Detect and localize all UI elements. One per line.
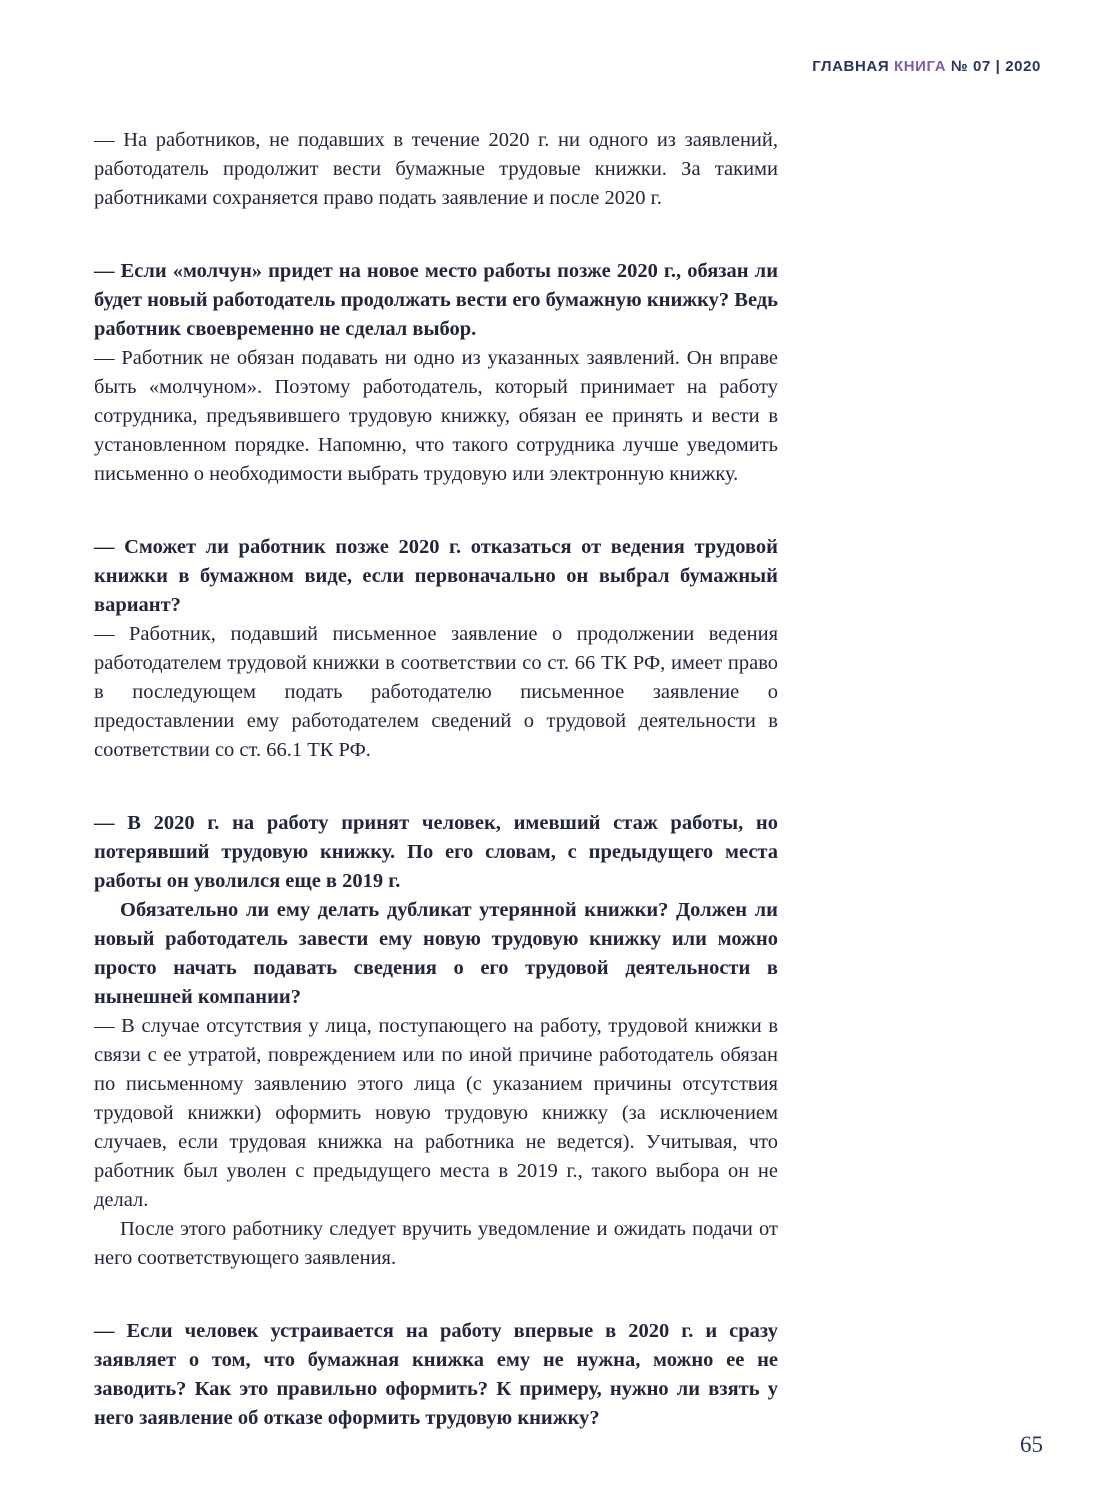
answer-paragraph: После этого работнику следует вручить уведомление и ожидать подачи от него соответствующего заявления. <box>94 1218 778 1269</box>
journal-brand-accent: КНИГА <box>893 58 947 75</box>
question-paragraph: — Если «молчун» придет на новое место работы позже 2020 г., обязан ли будет новый работодатель продолжать вести его бумажную книжку? Ведь работник своевременно не сделал выбор. <box>94 260 778 340</box>
page-number: 65 <box>1020 1432 1043 1457</box>
journal-header <box>812 58 1041 75</box>
journal-issue-number: № 07 | 2020 <box>946 58 1041 75</box>
article-body <box>94 126 778 1433</box>
answer-paragraph: — В случае отсутствия у лица, поступающего на работу, трудовой книжки в связи с ее утратой, повреждением или по иной причине работодатель обязан по письменному заявлению этого лица (с указанием причины отсутствия трудовой книжки) оформить новую трудовую книжку (за исключением случаев, если трудовая книжка на работника не ведется). Учитывая, что работник был уволен с предыдущего места в 2019 г., такого выбора он не делал. <box>94 1015 778 1211</box>
question-paragraph: — В 2020 г. на работу принят человек, имевший стаж работы, но потерявший трудовую книжку. По его словам, с предыдущего места работы он уволился еще в 2019 г. <box>94 812 778 892</box>
journal-brand-main: ГЛАВНАЯ <box>812 58 894 75</box>
answer-paragraph: — Работник, подавший письменное заявление о продолжении ведения работодателем трудовой книжки в соответствии со ст. 66 ТК РФ, имеет право в последующем подать работодателю письменное заявление о предоставлении ему работодателем сведений о трудовой деятельности в соответствии со ст. 66.1 ТК РФ. <box>94 623 778 761</box>
answer-paragraph: — Работник не обязан подавать ни одно из указанных заявлений. Он вправе быть «молчуном». Поэтому работодатель, который принимает на работу сотрудника, предъявившего трудовую книжку, обязан ее принять и вести в установленном порядке. Напомню, что такого сотрудника лучше уведомить письменно о необходимости выбрать трудовую или электронную книжку. <box>94 347 778 485</box>
question-paragraph: — Сможет ли работник позже 2020 г. отказаться от ведения трудовой книжки в бумажном виде, если первоначально он выбрал бумажный вариант? <box>94 536 778 616</box>
answer-paragraph: — На работников, не подавших в течение 2020 г. ни одного из заявлений, работодатель продолжит вести бумажные трудовые книжки. За такими работниками сохраняется право подать заявление и после 2020 г. <box>94 129 778 209</box>
question-paragraph: — Если человек устраивается на работу впервые в 2020 г. и сразу заявляет о том, что бумажная книжка ему не нужна, можно ее не заводить? Как это правильно оформить? К примеру, нужно ли взять у него заявление об отказе оформить трудовую книжку? <box>94 1320 778 1429</box>
question-paragraph: Обязательно ли ему делать дубликат утерянной книжки? Должен ли новый работодатель завести ему новую трудовую книжку или можно просто начать подавать сведения о его трудовой деятельности в нынешней компании? <box>94 899 778 1008</box>
